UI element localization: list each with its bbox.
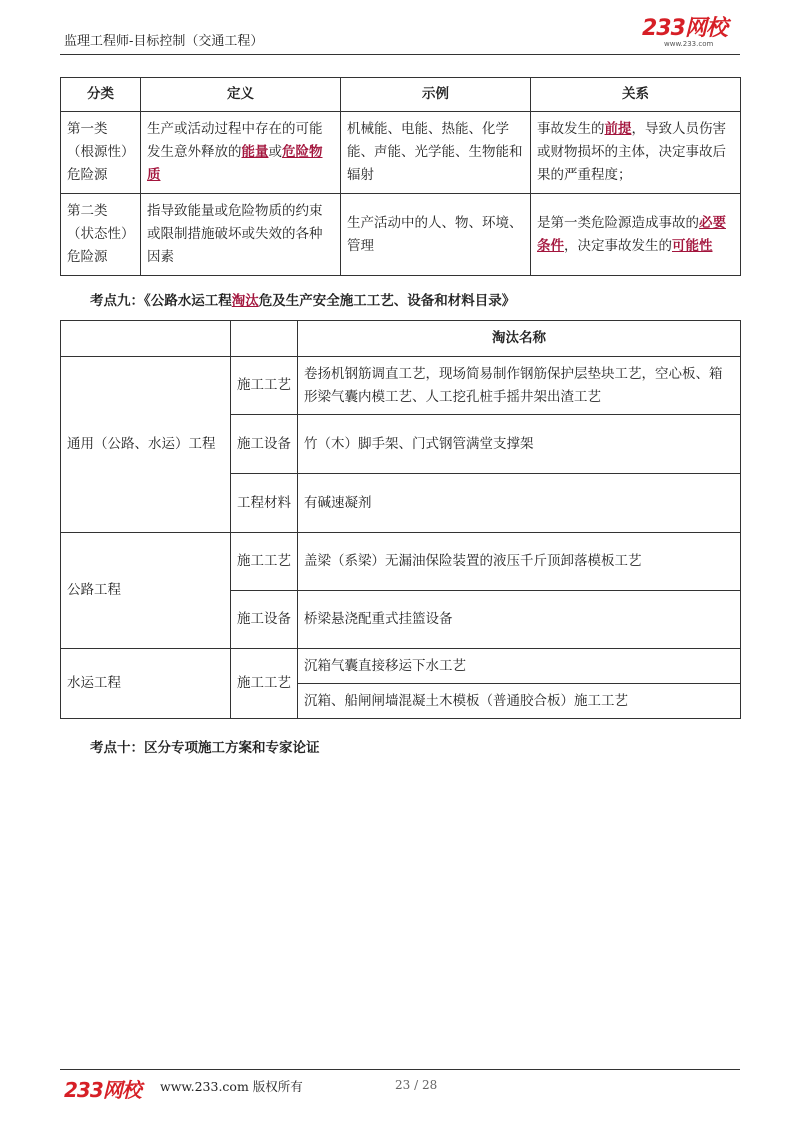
highlight-term: 前提: [604, 121, 632, 137]
type-cell: 施工工艺: [231, 533, 298, 591]
table-row: [61, 649, 741, 684]
column-header: 分类: [61, 78, 141, 112]
table-row: [61, 357, 741, 415]
hazard-source-table: [60, 77, 741, 276]
type-cell: 施工工艺: [231, 649, 298, 719]
highlight-term: 危险物质: [147, 144, 323, 183]
column-header: 淘汰名称: [298, 321, 741, 357]
empty-header-cell: [61, 321, 231, 357]
column-header: 关系: [531, 78, 741, 112]
content-cell: 竹（木）脚手架、门式钢管满堂支撑架: [298, 415, 741, 474]
content-cell: 桥梁悬浇配重式挂篮设备: [298, 591, 741, 649]
content-cell: 卷扬机钢筋调直工艺，现场简易制作钢筋保护层垫块工艺，空心板、箱形梁气囊内模工艺、人工挖孔桩手摇井架出渣工艺: [298, 357, 741, 415]
header-title: 监理工程师-目标控制（交通工程）: [64, 34, 264, 49]
category-cell: 第二类（状态性）危险源: [61, 194, 141, 276]
highlight-term: 可能性: [672, 237, 713, 254]
content-cell: 有碱速凝剂: [298, 474, 741, 533]
table-row: [61, 533, 741, 591]
highlight-term: 必要条件: [537, 214, 726, 254]
example-cell: 生产活动中的人、物、环境、管理: [341, 194, 531, 276]
brand-logo[interactable]: [642, 18, 734, 48]
section-heading-9: 考点九：《公路水运工程淘汰危及生产安全施工工艺、设备和材料目录》: [90, 293, 516, 309]
footer-divider: [60, 1069, 740, 1070]
type-cell: 施工设备: [231, 591, 298, 649]
group-cell: 通用（公路、水运）工程: [61, 357, 231, 533]
column-header: 示例: [341, 78, 531, 112]
relation-cell: 是第一类危险源造成事故的必要条件，决定事故发生的可能性: [531, 194, 741, 276]
table-row: [61, 194, 741, 276]
table-row: [61, 112, 741, 194]
type-cell: 施工设备: [231, 415, 298, 474]
logo-url: www.233.com: [664, 40, 714, 48]
footer-copyright: www.233.com 版权所有: [160, 1079, 303, 1094]
type-cell: 工程材料: [231, 474, 298, 533]
highlight-term: 淘汰: [231, 293, 259, 309]
section-heading-10: 考点十：区分专项施工方案和专家论证: [90, 740, 320, 756]
header-divider: [60, 54, 740, 55]
footer-logo[interactable]: 233网校: [64, 1078, 141, 1102]
example-cell: 机械能、电能、热能、化学能、声能、光学能、生物能和辐射: [341, 112, 531, 194]
category-cell: 第一类（根源性）危险源: [61, 112, 141, 194]
eliminated-process-table: [60, 320, 741, 719]
definition-cell: 生产或活动过程中存在的可能发生意外释放的能量或危险物质: [141, 112, 341, 194]
group-cell: 公路工程: [61, 533, 231, 649]
empty-header-cell: [231, 321, 298, 357]
definition-cell: 指导致能量或危险物质的约束或限制措施破坏或失效的各种因素: [141, 194, 341, 276]
type-cell: 施工工艺: [231, 357, 298, 415]
content-cell: 沉箱、船闸闸墙混凝土木模板（普通胶合板）施工工艺: [298, 684, 741, 719]
content-cell: 沉箱气囊直接移运下水工艺: [298, 649, 741, 684]
content-cell: 盖梁（系梁）无漏油保险装置的液压千斤顶卸落模板工艺: [298, 533, 741, 591]
column-header: 定义: [141, 78, 341, 112]
logo-text: 233网校: [642, 16, 727, 41]
table-header-row: [61, 321, 741, 357]
table-header-row: [61, 78, 741, 112]
group-cell: 水运工程: [61, 649, 231, 719]
relation-cell: 事故发生的前提，导致人员伤害或财物损坏的主体，决定事故后果的严重程度；: [531, 112, 741, 194]
page-number: 23 / 28: [395, 1078, 438, 1092]
highlight-term: 能量: [241, 144, 269, 160]
